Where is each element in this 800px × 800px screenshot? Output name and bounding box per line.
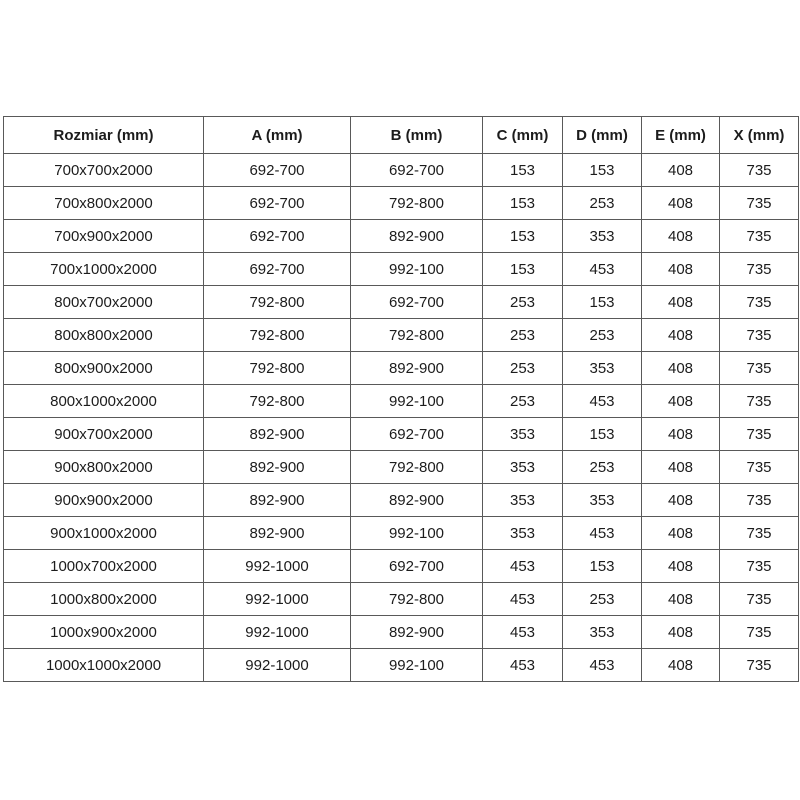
cell-a: 792-800 [204, 319, 351, 352]
cell-e: 408 [642, 286, 720, 319]
column-header-e: E (mm) [642, 117, 720, 154]
cell-b: 992-100 [351, 649, 483, 682]
cell-d: 153 [563, 154, 642, 187]
cell-c: 253 [483, 352, 563, 385]
cell-a: 992-1000 [204, 649, 351, 682]
cell-d: 253 [563, 451, 642, 484]
cell-rozmiar: 900x1000x2000 [4, 517, 204, 550]
column-header-a: A (mm) [204, 117, 351, 154]
cell-b: 892-900 [351, 616, 483, 649]
cell-e: 408 [642, 550, 720, 583]
cell-d: 253 [563, 187, 642, 220]
cell-a: 892-900 [204, 451, 351, 484]
cell-rozmiar: 700x900x2000 [4, 220, 204, 253]
cell-c: 353 [483, 484, 563, 517]
cell-x: 735 [720, 451, 799, 484]
cell-c: 253 [483, 286, 563, 319]
cell-rozmiar: 800x900x2000 [4, 352, 204, 385]
cell-rozmiar: 700x700x2000 [4, 154, 204, 187]
cell-b: 892-900 [351, 352, 483, 385]
cell-rozmiar: 900x900x2000 [4, 484, 204, 517]
cell-a: 892-900 [204, 517, 351, 550]
cell-x: 735 [720, 385, 799, 418]
cell-b: 992-100 [351, 385, 483, 418]
column-header-c: C (mm) [483, 117, 563, 154]
cell-e: 408 [642, 220, 720, 253]
cell-x: 735 [720, 319, 799, 352]
cell-a: 992-1000 [204, 616, 351, 649]
cell-x: 735 [720, 649, 799, 682]
cell-e: 408 [642, 352, 720, 385]
cell-rozmiar: 700x800x2000 [4, 187, 204, 220]
cell-rozmiar: 1000x900x2000 [4, 616, 204, 649]
cell-e: 408 [642, 517, 720, 550]
cell-c: 353 [483, 517, 563, 550]
cell-rozmiar: 1000x700x2000 [4, 550, 204, 583]
cell-c: 253 [483, 385, 563, 418]
column-header-b: B (mm) [351, 117, 483, 154]
cell-rozmiar: 900x800x2000 [4, 451, 204, 484]
table-row [4, 550, 799, 583]
cell-d: 153 [563, 286, 642, 319]
cell-a: 692-700 [204, 154, 351, 187]
cell-x: 735 [720, 616, 799, 649]
cell-e: 408 [642, 583, 720, 616]
table-row [4, 649, 799, 682]
cell-e: 408 [642, 385, 720, 418]
cell-b: 692-700 [351, 154, 483, 187]
cell-x: 735 [720, 418, 799, 451]
cell-rozmiar: 900x700x2000 [4, 418, 204, 451]
cell-a: 892-900 [204, 418, 351, 451]
cell-b: 992-100 [351, 517, 483, 550]
cell-a: 692-700 [204, 253, 351, 286]
cell-c: 153 [483, 220, 563, 253]
cell-rozmiar: 800x800x2000 [4, 319, 204, 352]
cell-a: 692-700 [204, 220, 351, 253]
cell-c: 453 [483, 616, 563, 649]
cell-d: 453 [563, 649, 642, 682]
cell-x: 735 [720, 286, 799, 319]
cell-b: 692-700 [351, 418, 483, 451]
cell-c: 353 [483, 418, 563, 451]
cell-b: 792-800 [351, 319, 483, 352]
cell-d: 353 [563, 220, 642, 253]
cell-x: 735 [720, 187, 799, 220]
cell-e: 408 [642, 484, 720, 517]
cell-a: 992-1000 [204, 583, 351, 616]
cell-d: 153 [563, 418, 642, 451]
cell-rozmiar: 1000x1000x2000 [4, 649, 204, 682]
cell-d: 253 [563, 319, 642, 352]
cell-b: 692-700 [351, 286, 483, 319]
table-row [4, 451, 799, 484]
cell-x: 735 [720, 583, 799, 616]
cell-c: 153 [483, 253, 563, 286]
cell-b: 692-700 [351, 550, 483, 583]
cell-rozmiar: 1000x800x2000 [4, 583, 204, 616]
cell-d: 453 [563, 517, 642, 550]
cell-d: 353 [563, 352, 642, 385]
cell-a: 992-1000 [204, 550, 351, 583]
table-row [4, 154, 799, 187]
table-row [4, 385, 799, 418]
cell-rozmiar: 700x1000x2000 [4, 253, 204, 286]
table-row [4, 286, 799, 319]
cell-b: 792-800 [351, 451, 483, 484]
cell-b: 992-100 [351, 253, 483, 286]
cell-d: 453 [563, 385, 642, 418]
table-row [4, 220, 799, 253]
cell-x: 735 [720, 154, 799, 187]
cell-c: 153 [483, 154, 563, 187]
table-row [4, 187, 799, 220]
cell-a: 692-700 [204, 187, 351, 220]
table-body [4, 154, 799, 682]
cell-rozmiar: 800x1000x2000 [4, 385, 204, 418]
cell-b: 892-900 [351, 220, 483, 253]
cell-c: 253 [483, 319, 563, 352]
column-header-x: X (mm) [720, 117, 799, 154]
cell-b: 792-800 [351, 583, 483, 616]
cell-e: 408 [642, 649, 720, 682]
cell-e: 408 [642, 616, 720, 649]
size-table [3, 116, 799, 682]
cell-e: 408 [642, 253, 720, 286]
table-row [4, 616, 799, 649]
cell-rozmiar: 800x700x2000 [4, 286, 204, 319]
cell-d: 353 [563, 484, 642, 517]
table-row [4, 352, 799, 385]
cell-b: 892-900 [351, 484, 483, 517]
cell-a: 892-900 [204, 484, 351, 517]
cell-c: 153 [483, 187, 563, 220]
table-row [4, 484, 799, 517]
cell-e: 408 [642, 187, 720, 220]
cell-c: 353 [483, 451, 563, 484]
table-row [4, 319, 799, 352]
cell-e: 408 [642, 418, 720, 451]
cell-a: 792-800 [204, 286, 351, 319]
table-row [4, 418, 799, 451]
cell-c: 453 [483, 550, 563, 583]
column-header-d: D (mm) [563, 117, 642, 154]
cell-e: 408 [642, 154, 720, 187]
cell-d: 153 [563, 550, 642, 583]
cell-x: 735 [720, 550, 799, 583]
cell-d: 453 [563, 253, 642, 286]
column-header-rozmiar: Rozmiar (mm) [4, 117, 204, 154]
table-header-row [4, 117, 799, 154]
cell-e: 408 [642, 319, 720, 352]
table-row [4, 583, 799, 616]
cell-a: 792-800 [204, 385, 351, 418]
cell-c: 453 [483, 649, 563, 682]
cell-x: 735 [720, 220, 799, 253]
cell-a: 792-800 [204, 352, 351, 385]
cell-x: 735 [720, 484, 799, 517]
table-header [4, 117, 799, 154]
table-row [4, 517, 799, 550]
cell-x: 735 [720, 253, 799, 286]
cell-d: 253 [563, 583, 642, 616]
cell-x: 735 [720, 517, 799, 550]
cell-d: 353 [563, 616, 642, 649]
cell-b: 792-800 [351, 187, 483, 220]
cell-c: 453 [483, 583, 563, 616]
cell-x: 735 [720, 352, 799, 385]
cell-e: 408 [642, 451, 720, 484]
table-row [4, 253, 799, 286]
